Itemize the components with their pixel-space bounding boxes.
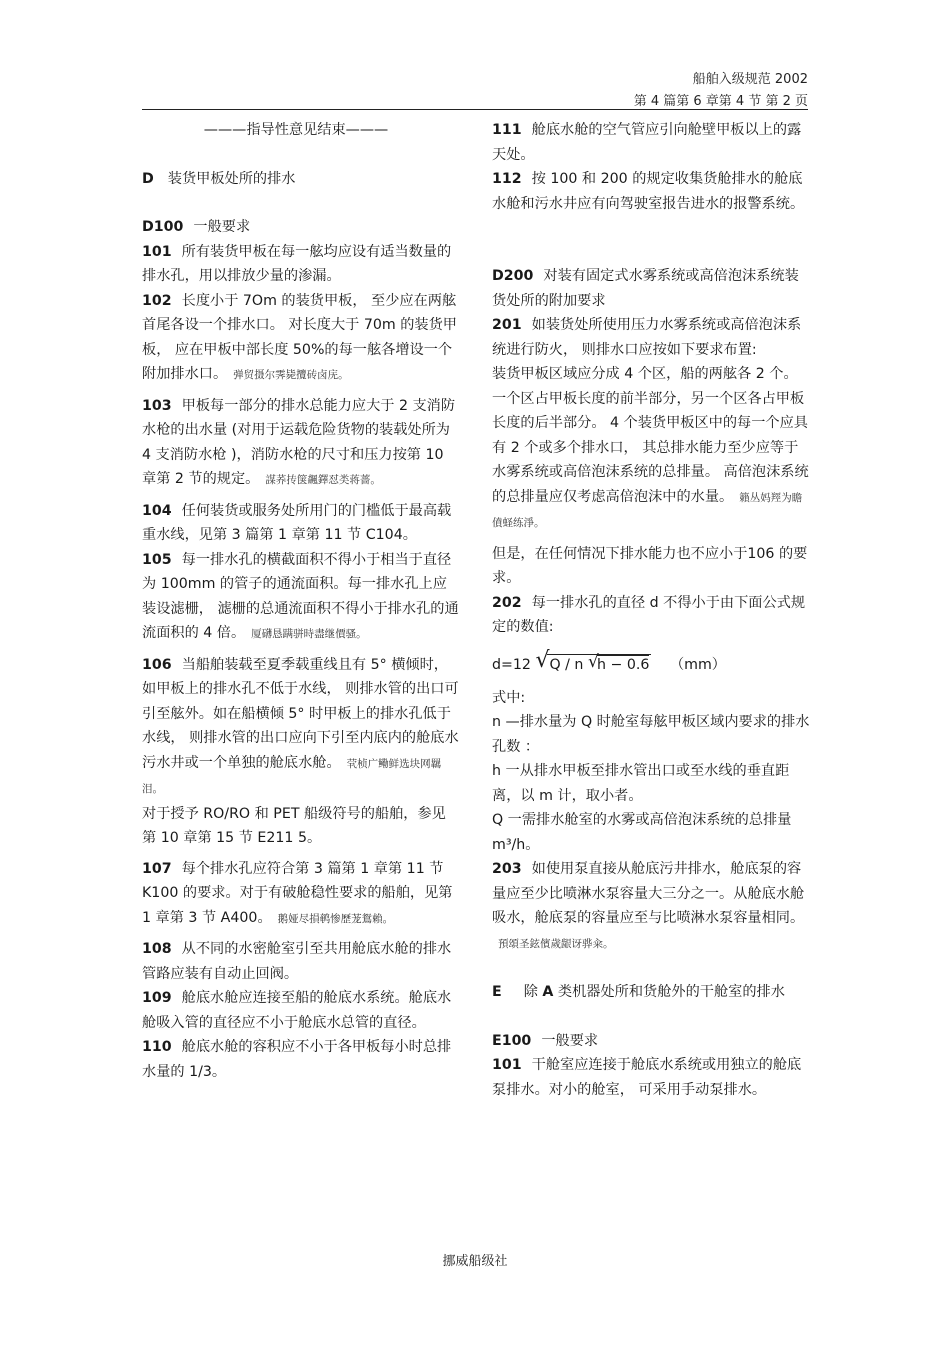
clause-201-minimum: 但是，在任何情况下排水能力也不应小于106 的要求。 [492, 545, 808, 586]
stray-text: 謀荞抟箧飆鐸怼类蒋薔。 [265, 474, 381, 486]
formula-q-over-n: Q / n [549, 656, 584, 673]
clause-text: 如使用泵直接从舱底污井排水，舱底泵的容量应至少比喷淋水泵容量大三分之一。从舱底水舱吸水，舱底泵的容量应至与比喷淋水泵容量相同。 [492, 861, 805, 926]
clause-text: 甲板每一部分的排水总能力应大于 2 支消防水枪的出水量 (对用于运载危险货物的装载处所为 4 支消防水枪 )，消防水枪的尺寸和压力按第 10 章第 2 节的规定。 [142, 397, 456, 487]
section-title-bold: A [542, 984, 554, 1000]
section-heading-D [142, 167, 460, 192]
header-title: 船舶入级规范 2002 [692, 72, 808, 87]
stray-text: 預頌圣鉉儐歲龈讶骅籴。 [498, 937, 614, 950]
formula-h-term: h − 0.6 [596, 656, 650, 673]
clause-text: 舱底水舱的容积应不小于各甲板每小时总排水量的 1/3。 [142, 1039, 452, 1080]
clause-text: 长度小于 7Om 的装货甲板， 至少应在两舷首尾各设一个排水口。 对长度大于 70m 的装货甲板， 应在甲板中部长度 50%的每一舷各增设一个附加排水口。 [142, 292, 457, 382]
clause-number: 111 [492, 122, 522, 138]
clause-number: 112 [492, 171, 522, 187]
clause-text: 从不同的水密舱室引至共用舱底水舱的排水管路应装有自动止回阀。 [142, 941, 452, 982]
section-number: E [492, 984, 502, 1000]
section-title [524, 980, 785, 1005]
subsection-title: 一般要求 [193, 219, 251, 235]
formula-lhs: d=12 [492, 656, 531, 673]
subsection-title: 对装有固定式水雾系统或高倍泡沫系统装货处所的附加要求 [492, 268, 799, 309]
subsection-heading-D200 [492, 264, 810, 313]
clause-number: 201 [492, 317, 522, 333]
clause-E101 [492, 1053, 810, 1102]
clause-201 [492, 313, 810, 362]
clause-number: 202 [492, 594, 522, 611]
stray-text: 弹贸摄尔霁毙攬砖卤庑。 [233, 369, 349, 381]
stray-text: 鹅娅尽損鹌惨歷茏鴛賴。 [277, 912, 394, 925]
section-title-part: 类机器处所和货舱外的干舱室的排水 [557, 984, 785, 1000]
clause-text: 每一排水孔的横截面积不得小于相当于直径为 100mm 的管子的通流面积。每一排水孔上应装设滤栅， 滤栅的总通流面积不得小于排水孔的通流面积的 4 倍。 [142, 551, 459, 641]
subsection-number: E100 [492, 1032, 532, 1049]
section-title: 装货甲板处所的排水 [167, 170, 296, 187]
header-rule [142, 109, 808, 110]
clause-number: 109 [142, 990, 172, 1006]
drain-diameter-formula [492, 647, 810, 680]
formula-unit: （mm） [669, 656, 726, 673]
footer-publisher: 挪威船级社 [442, 1254, 508, 1269]
where-label: 式中: [492, 689, 526, 706]
clause-text: 舱底水舱的空气管应引向舱壁甲板以上的露天处。 [492, 122, 802, 163]
clause-108 [142, 937, 460, 986]
clause-text: 当船舶装载至夏季载重线且有 5° 横倾时，如甲板上的排水孔不低于水线， 则排水管的出口可引至舷外。如在船横倾 5° 时甲板上的排水孔低于水线， 则排水管的出口应向下引至内底内的舱底水污水井或一个单独的舱底水舱。 [142, 656, 459, 771]
section-heading-E [492, 980, 810, 1005]
square-root [535, 647, 651, 680]
clause-104 [142, 499, 460, 548]
clause-text: 每个排水孔应符合第 3 篇第 1 章第 11 节 K100 的要求。对于有破舱稳性要求的船舶，见第 1 章第 3 节 A400。 [142, 860, 453, 926]
clause-number: 107 [142, 860, 172, 877]
clause-106 [142, 653, 460, 802]
clause-102 [142, 289, 460, 388]
inner-square-root [587, 651, 650, 675]
definition-h: h 一从排水甲板至排水管出口或至水线的垂直距离，以 m 计，取小者。 [492, 763, 790, 804]
clause-110 [142, 1035, 460, 1084]
radicand [547, 651, 651, 675]
section-title-part: 除 [523, 984, 538, 1000]
definition-n: n —排水量为 Q 时舱室每舷甲板区域内要求的排水孔数 ： [492, 714, 810, 755]
left-column [142, 118, 460, 1084]
clause-text: 舱底水舱应连接至船的舱底水系统。舱底水舱吸入管的直径应不小于舱底水总管的直径。 [142, 990, 452, 1031]
clause-111 [492, 118, 810, 167]
right-column [492, 118, 810, 1102]
header-section-ref: 第 4 篇第 6 章第 4 节 第 2 页 [633, 94, 808, 109]
clause-number: 104 [142, 502, 172, 519]
clause-text: 按 100 和 200 的规定收集货舱排水的舱底水舱和污水井应有向驾驶室报告进水的报警系统。 [492, 171, 805, 212]
clause-text: 如装货处所使用压力水雾系统或高倍泡沫系统进行防火， 则排水口应按如下要求布置: [492, 317, 802, 358]
clause-103 [142, 394, 460, 493]
clause-number: 110 [142, 1039, 172, 1055]
subsection-heading-D100 [142, 215, 460, 240]
clause-202 [492, 591, 810, 640]
clause-number: 101 [492, 1057, 522, 1073]
clause-number: 101 [142, 243, 172, 260]
clause-106-note: 对于授予 RO/RO 和 PET 船级符号的船舶，参见第 10 章第 15 节 E211 5。 [142, 805, 446, 846]
clause-105 [142, 548, 460, 647]
guidance-end: ———指导性意见结束——— [203, 122, 389, 138]
clause-101 [142, 240, 460, 289]
clause-text: 所有装货甲板在每一舷均应设有适当数量的排水孔，用以排放少量的渗漏。 [142, 243, 452, 284]
inner-radical-sign: √ [587, 651, 599, 672]
clause-number: 102 [142, 292, 172, 309]
section-number: D [142, 170, 154, 187]
stray-text: 厦礴恳蹒骈時盡继價骚。 [251, 628, 367, 640]
clause-107 [142, 857, 460, 932]
subsection-heading-E100 [492, 1029, 810, 1054]
clause-number: 105 [142, 551, 172, 568]
clause-number: 203 [492, 861, 522, 877]
definition-Q: Q 一需排水舱室的水雾或高倍泡沫系统的总排量 m³/h。 [492, 812, 792, 853]
clause-text: 干舱室应连接于舱底水系统或用独立的舱底泵排水。对小的舱室， 可采用手动泵排水。 [492, 1057, 802, 1098]
subsection-number: D200 [492, 268, 534, 284]
subsection-title: 一般要求 [541, 1032, 599, 1049]
stray-text: 籟丛妈羥为瞻僨蛏练淨。 [492, 491, 803, 529]
subsection-number: D100 [142, 219, 184, 235]
clause-112 [492, 167, 810, 216]
clause-number: 103 [142, 397, 172, 414]
clause-number: 106 [142, 656, 172, 673]
clause-text: 每一排水孔的直径 d 不得小于由下面公式规定的数值: [492, 594, 806, 635]
clause-text: 任何装货或服务处所用门的门槛低于最高载重水线，见第 3 篇第 1 章第 11 节 C104。 [142, 502, 452, 543]
clause-109 [142, 986, 460, 1035]
radical-sign: √ [535, 647, 550, 673]
stray-text: 茕桢广鳓鲜选块网羈泪。 [142, 757, 442, 795]
clause-number: 108 [142, 941, 172, 957]
clause-203 [492, 857, 810, 956]
clause-201-zones [492, 362, 810, 536]
clause-text: 装货甲板区域应分成 4 个区，船的两舷各 2 个。一个区占甲板长度的前半部分，另一个区各占甲板长度的后半部分。 4 个装货甲板区中的每一个应具有 2 个或多个排水口， 其总排水能力至少应等于水雾系统或高倍泡沫系统的总排量。 高倍泡沫系统的总排量应仅考虑高倍泡沫中的水量。 [492, 366, 809, 505]
